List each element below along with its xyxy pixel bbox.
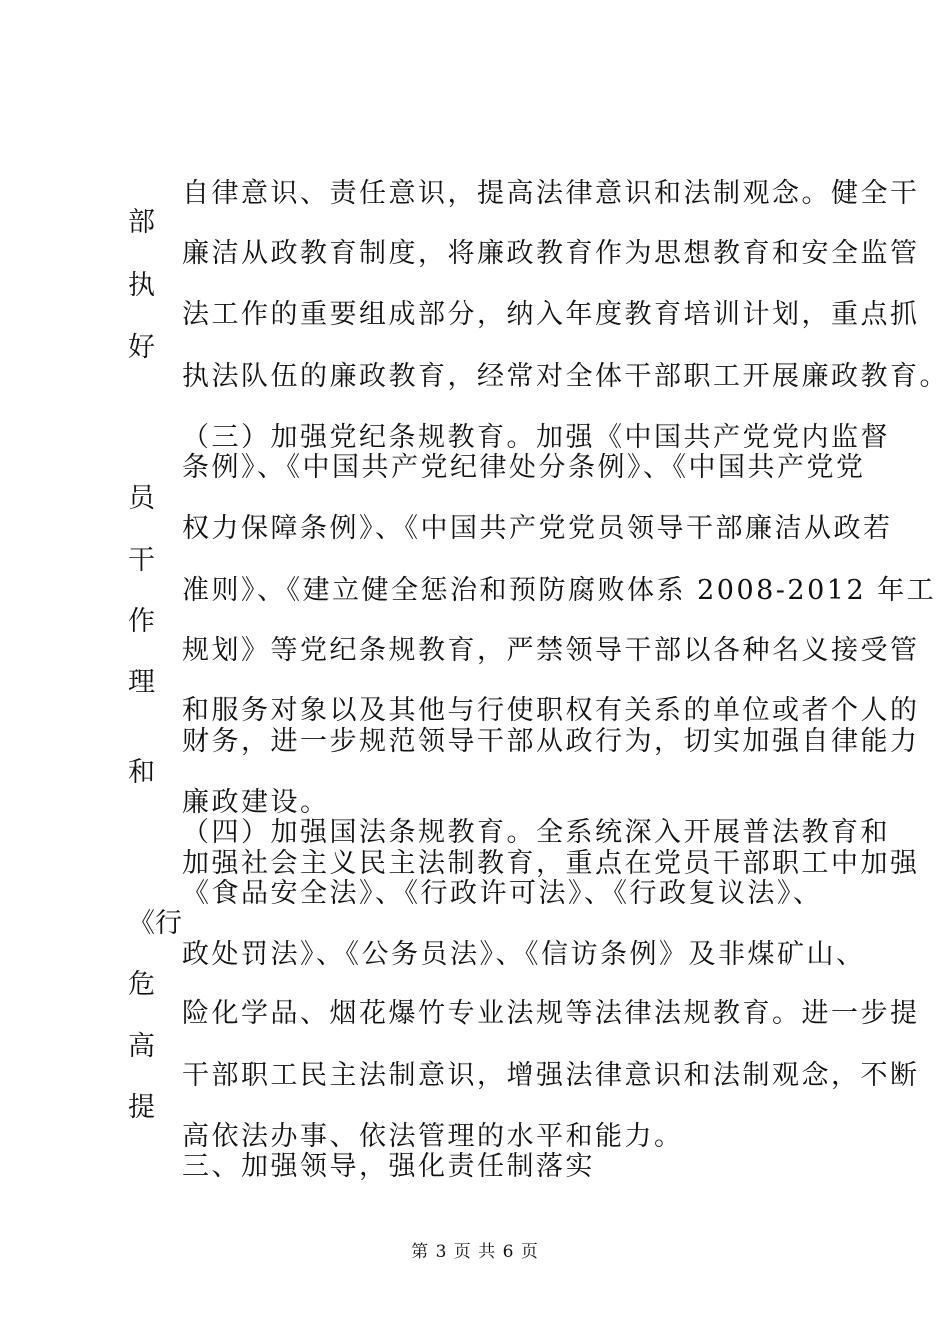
wrapped-char: 部 — [128, 207, 155, 238]
paragraph-line: 法工作的重要组成部分，纳入年度教育培训计划，重点抓 — [182, 299, 920, 330]
wrapped-char: 和 — [128, 757, 155, 788]
wrapped-char: 干 — [128, 545, 155, 576]
wrapped-char: 员 — [128, 483, 155, 514]
wrapped-char: 好 — [128, 332, 155, 363]
paragraph-line: 《食品安全法》、《行政许可法》、《行政复议法》、 — [182, 878, 823, 909]
wrapped-char: 高 — [128, 1031, 155, 1062]
paragraph-line: 加强社会主义民主法制教育，重点在党员干部职工中加强 — [182, 848, 920, 879]
paragraph-line: 政处罚法》、《公务员法》、《信访条例》及非煤矿山、 — [182, 939, 866, 970]
paragraph-line: 执法队伍的廉政教育，经常对全体干部职工开展廉政教育。 — [182, 361, 949, 392]
wrapped-char: 理 — [128, 667, 155, 698]
paragraph-line: 准则》、《建立健全惩治和预防腐败体系 2008-2012 年工 — [182, 575, 937, 606]
paragraph-line: 廉洁从政教育制度，将廉政教育作为思想教育和安全监管 — [182, 238, 920, 269]
section-heading: 三、加强领导，强化责任制落实 — [182, 1151, 595, 1182]
paragraph-line: 财务，进一步规范领导干部从政行为，切实加强自律能力 — [182, 726, 920, 757]
page-number: 第 3 页 共 6 页 — [411, 1242, 539, 1262]
paragraph-line: （三）加强党纪条规教育。加强《中国共产党党内监督 — [182, 422, 890, 453]
paragraph-line: 自律意识、责任意识，提高法律意识和法制观念。健全干 — [182, 178, 920, 209]
paragraph-line: 廉政建设。 — [182, 787, 330, 818]
wrapped-char: 危 — [128, 969, 155, 1000]
paragraph-line: 权力保障条例》、《中国共产党党员领导干部廉洁从政若 — [182, 513, 893, 544]
wrapped-char: 《行 — [128, 908, 182, 939]
paragraph-line: 干部职工民主法制意识，增强法律意识和法制观念，不断 — [182, 1060, 920, 1091]
paragraph-line: 险化学品、烟花爆竹专业法规等法律法规教育。进一步提 — [182, 998, 920, 1029]
wrapped-char: 提 — [128, 1092, 155, 1123]
paragraph-line: 高依法办事、依法管理的水平和能力。 — [182, 1121, 684, 1152]
wrapped-char: 执 — [128, 270, 155, 301]
wrapped-char: 作 — [128, 606, 155, 637]
paragraph-line: 和服务对象以及其他与行使职权有关系的单位或者个人的 — [182, 695, 920, 726]
paragraph-line: 条例》、《中国共产党纪律处分条例》、《中国共产党党 — [182, 452, 866, 483]
paragraph-line: 规划》等党纪条规教育，严禁领导干部以各种名义接受管 — [182, 635, 920, 666]
paragraph-line: （四）加强国法条规教育。全系统深入开展普法教育和 — [182, 817, 890, 848]
